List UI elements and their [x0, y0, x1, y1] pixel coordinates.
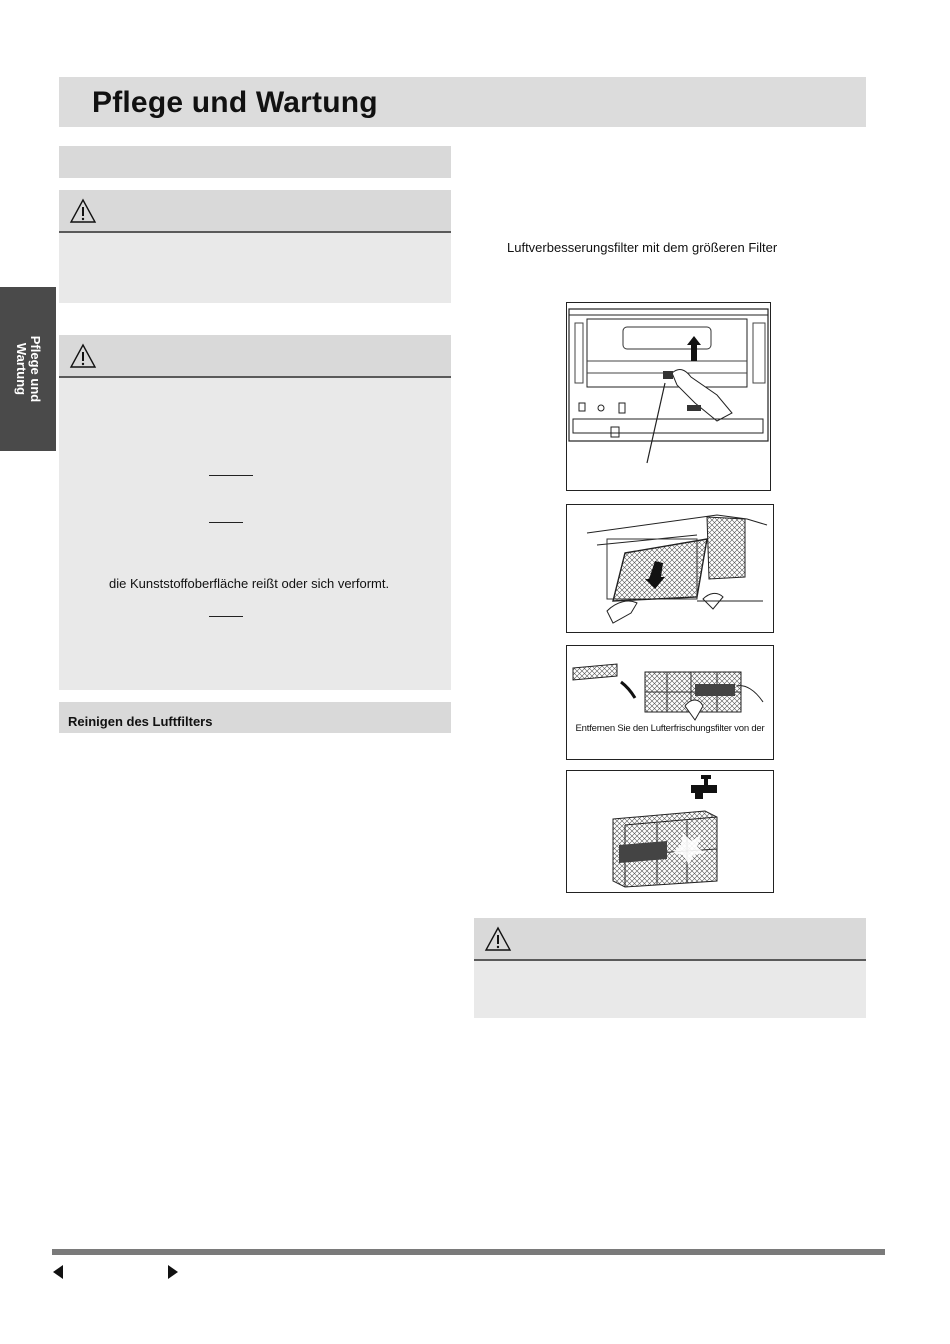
- filter-wash-illustration: [567, 771, 773, 892]
- filter-separate-illustration: [567, 646, 773, 732]
- figure-filter-separate: [566, 645, 774, 760]
- triangle-right-icon[interactable]: [167, 1264, 179, 1280]
- section-heading-bar: [59, 146, 451, 178]
- underline-mark: [209, 475, 253, 476]
- page-title-bar: [59, 77, 866, 127]
- warning-triangle-icon: [69, 343, 97, 369]
- section-heading-air-filter: [59, 702, 451, 733]
- side-chapter-tab[interactable]: [0, 287, 56, 451]
- warning-body-3: [474, 961, 866, 1018]
- figure-filter-remove: [566, 504, 774, 633]
- warning-header-2: [59, 335, 451, 378]
- water-tap-icon: [691, 775, 717, 799]
- warning-body-2: [59, 378, 451, 690]
- underline-mark: [209, 616, 243, 617]
- warning-triangle-icon: [484, 926, 512, 952]
- intro-line: Luftverbesserungsfilter mit dem größeren Filter: [507, 240, 778, 255]
- triangle-left-icon[interactable]: [52, 1264, 64, 1280]
- footer-rule: [52, 1249, 885, 1255]
- section-title: Reinigen des Luftfilters: [68, 714, 213, 729]
- warning-body-1: [59, 233, 451, 303]
- filter-remove-illustration: [567, 505, 773, 632]
- warning-paragraph: die Kunststoffoberfläche reißt oder sich verformt.: [109, 576, 390, 591]
- warning-header-1: [59, 190, 451, 233]
- underline-mark: [209, 522, 243, 523]
- warning-triangle-icon: [69, 198, 97, 224]
- filter-lift-illustration: [567, 303, 770, 490]
- side-tab-label: Pflege und Wartung: [14, 335, 43, 403]
- page-title: Pflege und Wartung: [92, 86, 378, 119]
- figure-filter-lift: [566, 302, 771, 491]
- figure-filter-wash: [566, 770, 774, 893]
- warning-header-3: [474, 918, 866, 961]
- figure-caption: Entfernen Sie den Lufterfrischungsfilter von der: [575, 723, 765, 734]
